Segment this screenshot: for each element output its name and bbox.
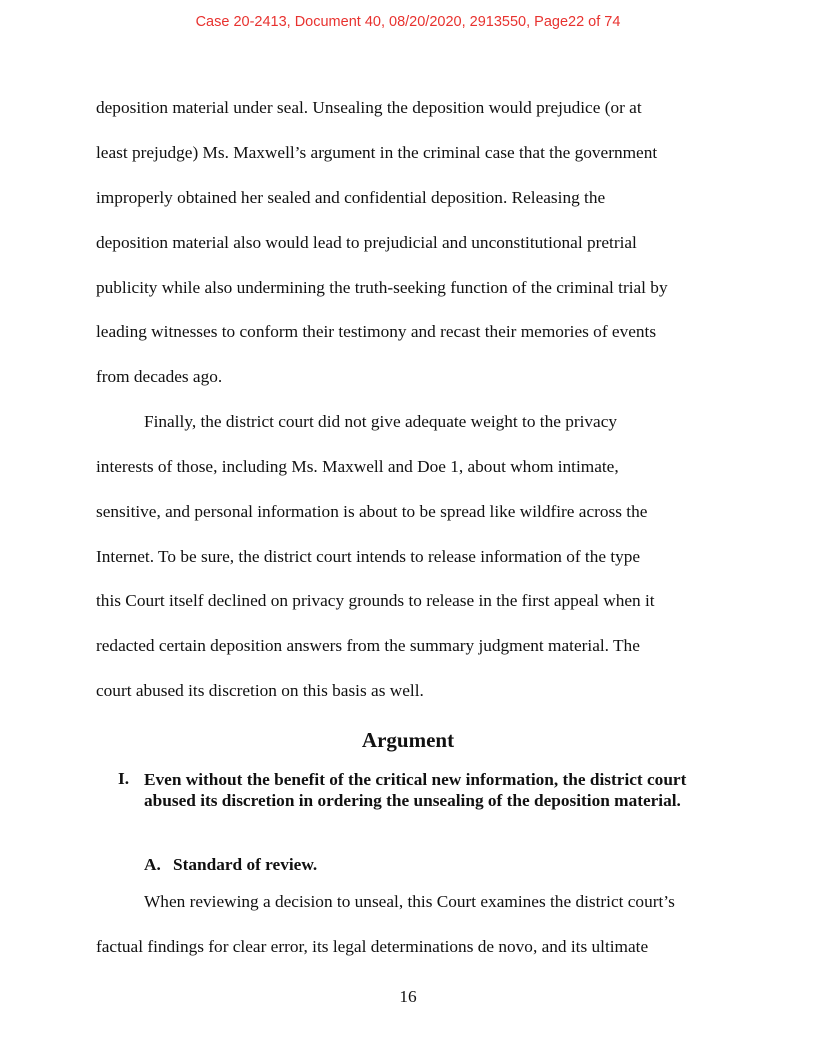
subsection-letter: A. — [144, 855, 161, 874]
page-number: 16 — [399, 987, 417, 1006]
paragraph-line: factual findings for clear error, its legal determinations de novo, and its ultimate — [96, 937, 649, 956]
paragraph-line: from decades ago. — [96, 367, 223, 386]
paragraph-line: redacted certain deposition answers from the summary judgment material. The — [96, 636, 640, 655]
paragraph-line: sensitive, and personal information is about to be spread like wildfire across the — [96, 502, 648, 521]
paragraph-line: deposition material under seal. Unsealing the deposition would prejudice (or at — [96, 98, 642, 117]
section-heading: Argument — [361, 728, 455, 752]
case-header: Case 20-2413, Document 40, 08/20/2020, 2913550, Page22 of 74 — [195, 14, 621, 30]
paragraph-line: this Court itself declined on privacy grounds to release in the first appeal when it — [96, 591, 655, 610]
paragraph-line: court abused its discretion on this basis as well. — [96, 681, 424, 700]
paragraph-line: deposition material also would lead to prejudicial and unconstitutional pretrial — [96, 233, 637, 252]
section-title: Even without the benefit of the critical new information, the district court abused its discretion in ordering the unsealing of the deposition material. — [144, 770, 687, 810]
paragraph-line: When reviewing a decision to unseal, this Court examines the district court’s — [144, 892, 675, 911]
subsection-title: Standard of review. — [173, 855, 318, 874]
paragraph-line: Internet. To be sure, the district court intends to release information of the type — [96, 547, 641, 566]
paragraph-line: interests of those, including Ms. Maxwell and Doe 1, about whom intimate, — [96, 457, 619, 476]
paragraph-line: least prejudge) Ms. Maxwell’s argument in the criminal case that the government — [96, 143, 658, 162]
section-number: I. — [118, 769, 130, 788]
paragraph-line: Finally, the district court did not give adequate weight to the privacy — [144, 412, 618, 431]
paragraph-line: publicity while also undermining the truth-seeking function of the criminal trial by — [96, 278, 668, 297]
paragraph-line: leading witnesses to conform their testimony and recast their memories of events — [96, 322, 657, 341]
paragraph-line: improperly obtained her sealed and confidential deposition. Releasing the — [96, 188, 606, 207]
